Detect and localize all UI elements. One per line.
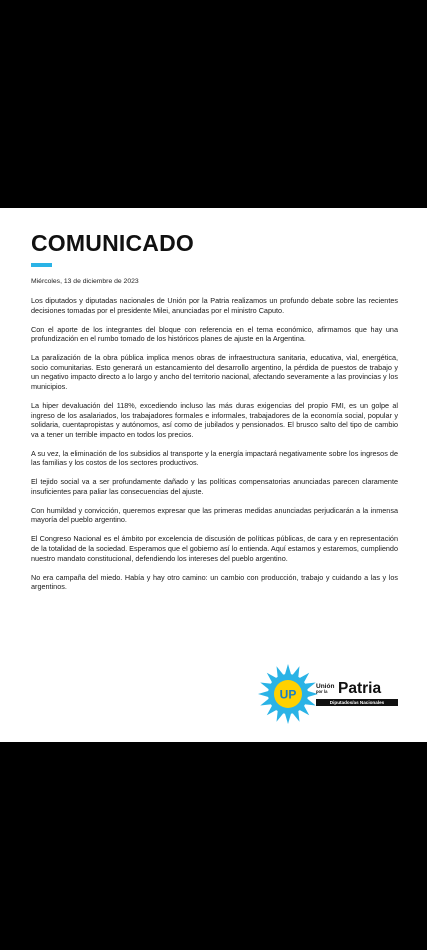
paragraph: El tejido social va a ser profundamente dañado y las políticas compensatorias anunciadas parecen claramente insuficientes para paliar las consecuencias del ajuste. xyxy=(31,477,398,496)
union-por-la-patria-logo xyxy=(256,662,401,726)
paragraph: No era campaña del miedo. Había y hay otro camino: un cambio con producción, trabajo y cuidando a las y los argentinos. xyxy=(31,572,398,592)
sun-emblem-icon xyxy=(256,662,320,726)
logo-patria-text: Patria xyxy=(338,680,382,697)
logo-union-text: Unión xyxy=(316,683,335,690)
document-date: Miércoles, 13 de diciembre de 2023 xyxy=(31,278,139,285)
communique-document xyxy=(0,208,427,742)
paragraph: La paralización de la obra pública implica menos obras de infraestructura sanitaria, educativa, vial, energética, socio comunitarias. Esto generará un estancamiento del desarrollo argentino, la pérdida de puestos de trabajo y un negativo impacto directo a lo largo y ancho del territorio nacional, afectando severamente a las provincias y los municipios. xyxy=(31,353,398,391)
paragraph: La hiper devaluación del 118%, excediendo incluso las más duras exigencias del propio FMI, es un golpe al ingreso de los asalariados, los trabajadores formales e informales, trabajadores de la economía social, popular y solidaria, cuentapropistas y autónomos, así como de jubilados y pensionados. El brusco salto del tipo de cambio va a tener un terrible impacto en todos los precios. xyxy=(31,400,398,439)
title-accent-bar xyxy=(31,263,52,267)
paragraph: El Congreso Nacional es el ámbito por excelencia de discusión de políticas públicas, de cara y en representación de la totalidad de la sociedad. Esperamos que el gobierno así lo entienda. Aquí estamos y estaremos, cumpliendo nuestro mandato constitucional, defendiendo los intereses del pueblo argentino. xyxy=(31,534,398,563)
paragraph: Con humildad y convicción, queremos expresar que las primeras medidas anunciadas perjudicarán a la inmensa mayoría del pueblo argentino. xyxy=(31,505,398,525)
document-title: COMUNICADO xyxy=(31,230,194,256)
paragraph: A su vez, la eliminación de los subsidios al transporte y la energía impactará negativamente sobre los ingresos de las familias y los costos de los sectores productivos. xyxy=(31,448,398,468)
paragraph: Los diputados y diputadas nacionales de Unión por la Patria realizamos un profundo debate sobre las recientes decisiones tomadas por el presidente Milei, anunciadas por el ministro Caputo. xyxy=(31,296,398,315)
logo-subtitle-bar: Diputados/as Nacionales xyxy=(316,699,398,706)
paragraph: Con el aporte de los integrantes del bloque con referencia en el tema económico, afirmamos que hay una profundización en el rumbo tomado de los históricos planes de ajuste en la Argentina. xyxy=(31,324,398,344)
document-body xyxy=(31,296,398,601)
logo-por-la-text: por la xyxy=(316,689,328,694)
logo-mark-text: UP xyxy=(279,687,297,702)
